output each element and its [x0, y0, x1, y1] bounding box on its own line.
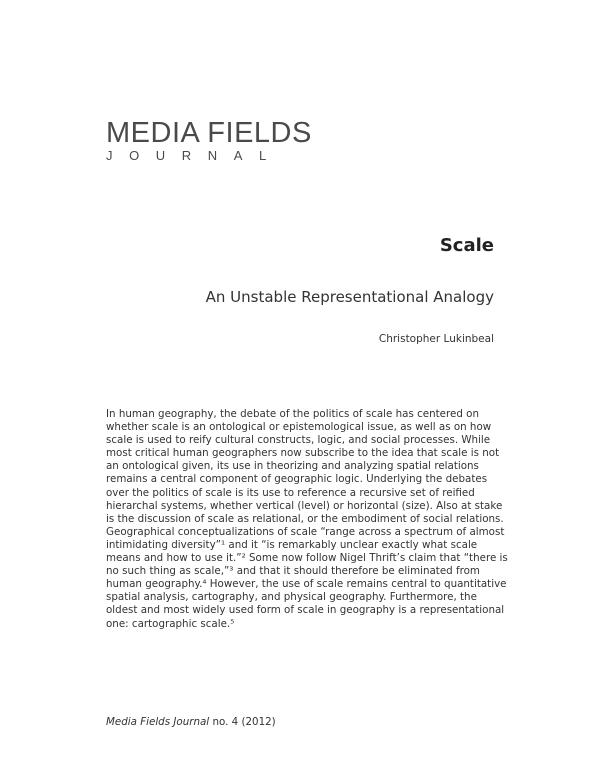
body-line: an ontological given, its use in theorizing and analyzing spatial relations	[106, 460, 479, 473]
body-line: In human geography, the debate of the politics of scale has centered on	[106, 408, 479, 420]
body-line: Geographical conceptualizations of scale “range across a spectrum of almost	[106, 525, 505, 538]
body-line: means and how to use it.”² Some now follow Nigel Thrift’s claim that “there is	[106, 552, 508, 565]
body-line: over the politics of scale is its use to reference a recursive set of reified	[106, 486, 475, 499]
footer-journal-name: Media Fields Journal	[106, 716, 210, 728]
body-line: oldest and most widely used form of scale in geography is a representational	[106, 604, 505, 617]
body-line: most critical human geographers now subscribe to the idea that scale is not	[106, 447, 500, 460]
body-line: whether scale is an ontological or epistemological issue, as well as on how	[106, 421, 492, 434]
body-line: is the discussion of scale as relational, or the embodiment of social relations.	[106, 512, 504, 525]
article-author: Christopher Lukinbeal	[378, 333, 494, 345]
body-line: no such thing as scale,”³ and that it should therefore be eliminated from	[106, 565, 480, 578]
article-title: Scale	[439, 235, 494, 256]
article-body	[106, 408, 508, 631]
body-line: spatial analysis, cartography, and physical geography. Furthermore, the	[106, 591, 477, 604]
body-line: remains a central component of geographic logic. Underlying the debates	[106, 473, 488, 486]
logo-title: MEDIA FIELDS	[106, 117, 312, 149]
footer-issue: no. 4 (2012)	[212, 716, 276, 728]
body-line: scale is used to reify cultural constructs, logic, and social processes. While	[106, 434, 491, 447]
journal-logo	[106, 118, 312, 163]
logo-subtitle: JOURNAL	[106, 148, 283, 163]
article-subtitle: An Unstable Representational Analogy	[205, 288, 494, 306]
body-line: human geography.⁴ However, the use of scale remains central to quantitative	[106, 578, 507, 591]
page-footer	[106, 716, 276, 728]
body-line: intimidating diversity”¹ and it “is remarkably unclear exactly what scale	[106, 538, 478, 551]
body-line: one: cartographic scale.⁵	[106, 617, 235, 630]
body-line: hierarchal systems, whether vertical (level) or horizontal (size). Also at stake	[106, 499, 503, 512]
